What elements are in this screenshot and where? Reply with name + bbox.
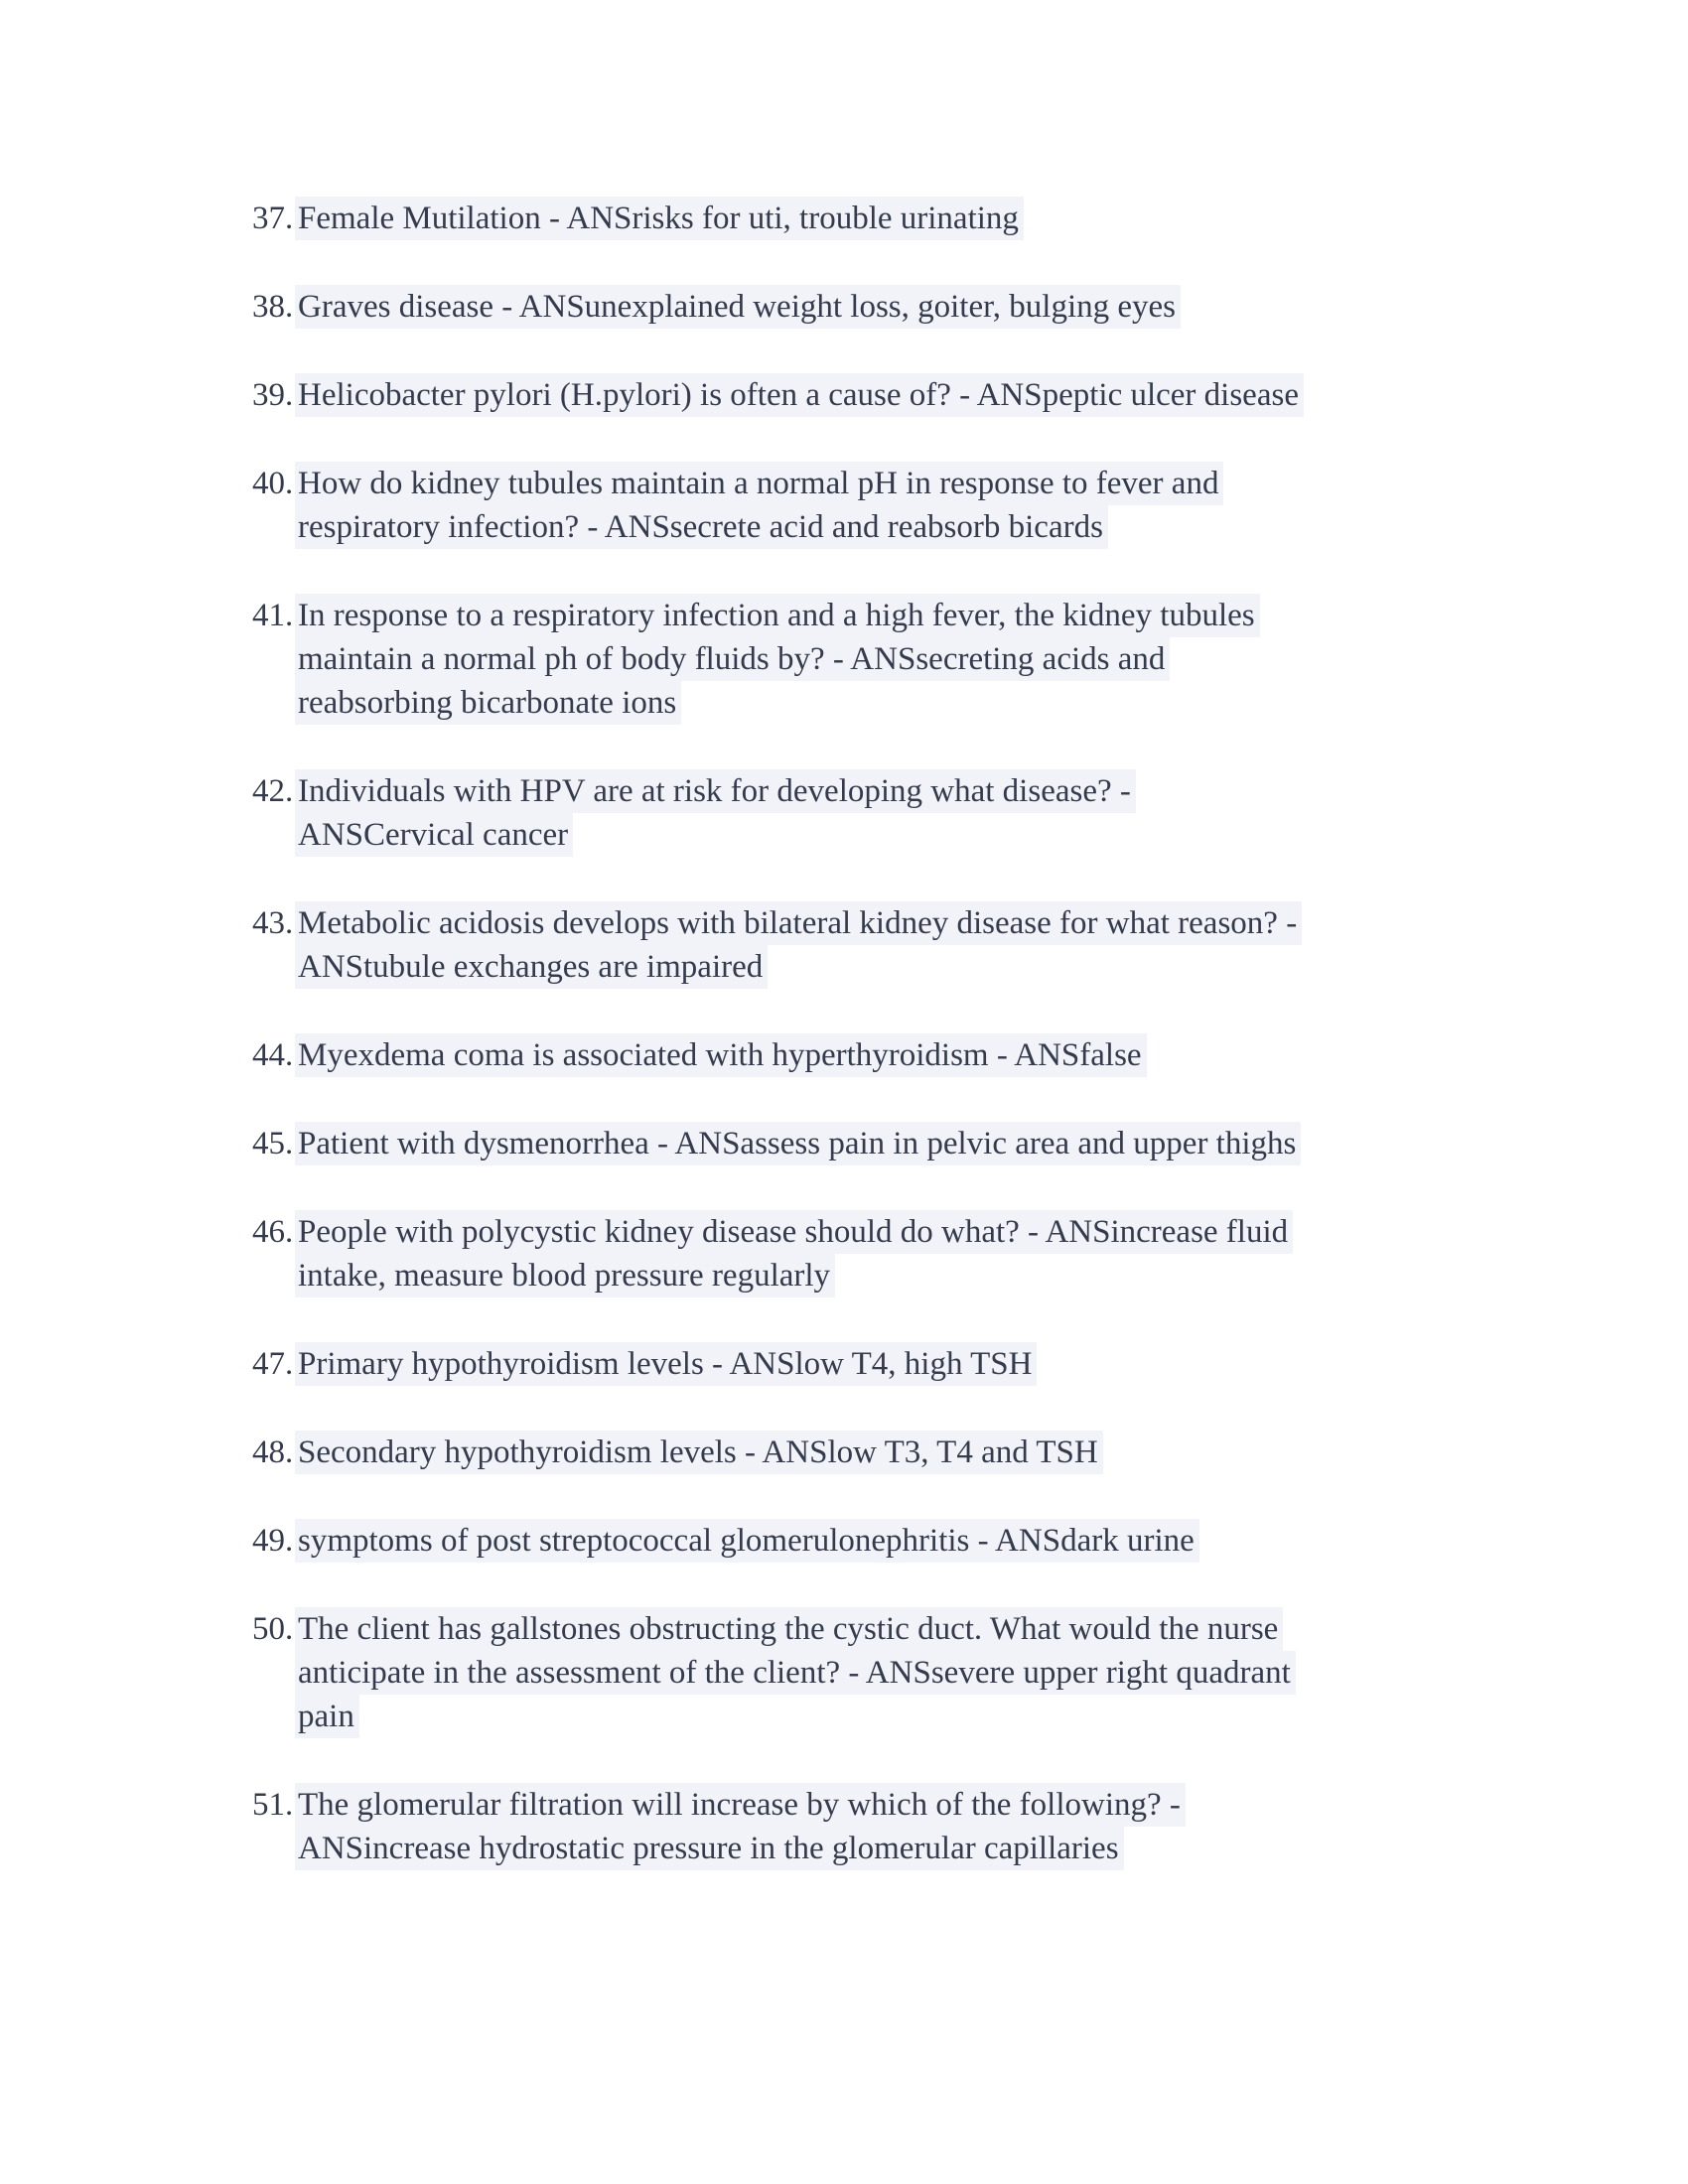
item-text-line: ANSCervical cancer [295, 813, 573, 857]
item-text [298, 373, 1529, 417]
list-item [252, 1033, 1529, 1077]
item-number: 50. [252, 1611, 294, 1647]
list-item [252, 197, 1529, 240]
item-text-line: maintain a normal ph of body fluids by? - ANSsecreting acids and [295, 637, 1170, 681]
list-item [252, 1210, 1529, 1297]
list-item [252, 769, 1529, 857]
item-text [298, 285, 1529, 329]
item-number: 39. [252, 377, 294, 413]
item-text [298, 462, 1529, 549]
item-number: 46. [252, 1214, 294, 1250]
list-item [252, 462, 1529, 549]
item-text-line: Helicobacter pylori (H.pylori) is often a cause of? - ANSpeptic ulcer disease [295, 373, 1304, 417]
item-text [298, 594, 1529, 725]
item-text-line: symptoms of post streptococcal glomerulonephritis - ANSdark urine [295, 1519, 1199, 1563]
item-text [298, 769, 1529, 857]
list-item [252, 1342, 1529, 1386]
item-number: 41. [252, 598, 294, 633]
item-text-line: anticipate in the assessment of the client? - ANSsevere upper right quadrant [295, 1651, 1296, 1695]
list-item [252, 285, 1529, 329]
item-number: 42. [252, 773, 294, 809]
item-number: 48. [252, 1434, 294, 1470]
item-text-line: Myexdema coma is associated with hyperthyroidism - ANSfalse [295, 1033, 1147, 1077]
item-text-line: Graves disease - ANSunexplained weight loss, goiter, bulging eyes [295, 285, 1181, 329]
item-number: 40. [252, 466, 294, 501]
item-text-line: The client has gallstones obstructing the cystic duct. What would the nurse [295, 1607, 1283, 1651]
item-text-line: ANStubule exchanges are impaired [295, 945, 768, 989]
item-text-line: Primary hypothyroidism levels - ANSlow T4, high TSH [295, 1342, 1037, 1386]
item-text-line: ANSincrease hydrostatic pressure in the glomerular capillaries [295, 1827, 1124, 1870]
list-item [252, 373, 1529, 417]
item-number: 47. [252, 1346, 294, 1382]
item-text [298, 1607, 1529, 1738]
item-text [298, 197, 1529, 240]
question-answer-list [252, 197, 1529, 1870]
item-number: 38. [252, 289, 294, 325]
item-number: 44. [252, 1037, 294, 1073]
item-number: 49. [252, 1523, 294, 1559]
item-text-line: Metabolic acidosis develops with bilateral kidney disease for what reason? - [295, 901, 1302, 945]
list-item [252, 1122, 1529, 1165]
item-text [298, 1342, 1529, 1386]
list-item [252, 1607, 1529, 1738]
item-number: 43. [252, 905, 294, 941]
list-item [252, 901, 1529, 989]
item-text-line: Female Mutilation - ANSrisks for uti, trouble urinating [295, 197, 1024, 240]
item-number: 45. [252, 1126, 294, 1161]
item-text [298, 1519, 1529, 1563]
item-text-line: Individuals with HPV are at risk for developing what disease? - [295, 769, 1136, 813]
item-text-line: Secondary hypothyroidism levels - ANSlow T3, T4 and TSH [295, 1431, 1103, 1474]
list-item [252, 1783, 1529, 1870]
item-text-line: pain [295, 1695, 359, 1738]
item-text-line: How do kidney tubules maintain a normal pH in response to fever and [295, 462, 1223, 505]
item-text [298, 1783, 1529, 1870]
item-text-line: People with polycystic kidney disease should do what? - ANSincrease fluid [295, 1210, 1293, 1254]
item-text-line: reabsorbing bicarbonate ions [295, 681, 681, 725]
item-number: 51. [252, 1787, 294, 1823]
item-number: 37. [252, 201, 294, 236]
item-text-line: intake, measure blood pressure regularly [295, 1254, 835, 1297]
item-text [298, 1210, 1529, 1297]
item-text [298, 1431, 1529, 1474]
item-text [298, 901, 1529, 989]
item-text [298, 1122, 1529, 1165]
list-item [252, 1519, 1529, 1563]
list-item [252, 594, 1529, 725]
item-text-line: Patient with dysmenorrhea - ANSassess pain in pelvic area and upper thighs [295, 1122, 1301, 1165]
item-text-line: The glomerular filtration will increase by which of the following? - [295, 1783, 1186, 1827]
list-item [252, 1431, 1529, 1474]
item-text-line: In response to a respiratory infection and a high fever, the kidney tubules [295, 594, 1260, 637]
item-text [298, 1033, 1529, 1077]
item-text-line: respiratory infection? - ANSsecrete acid and reabsorb bicards [295, 505, 1108, 549]
